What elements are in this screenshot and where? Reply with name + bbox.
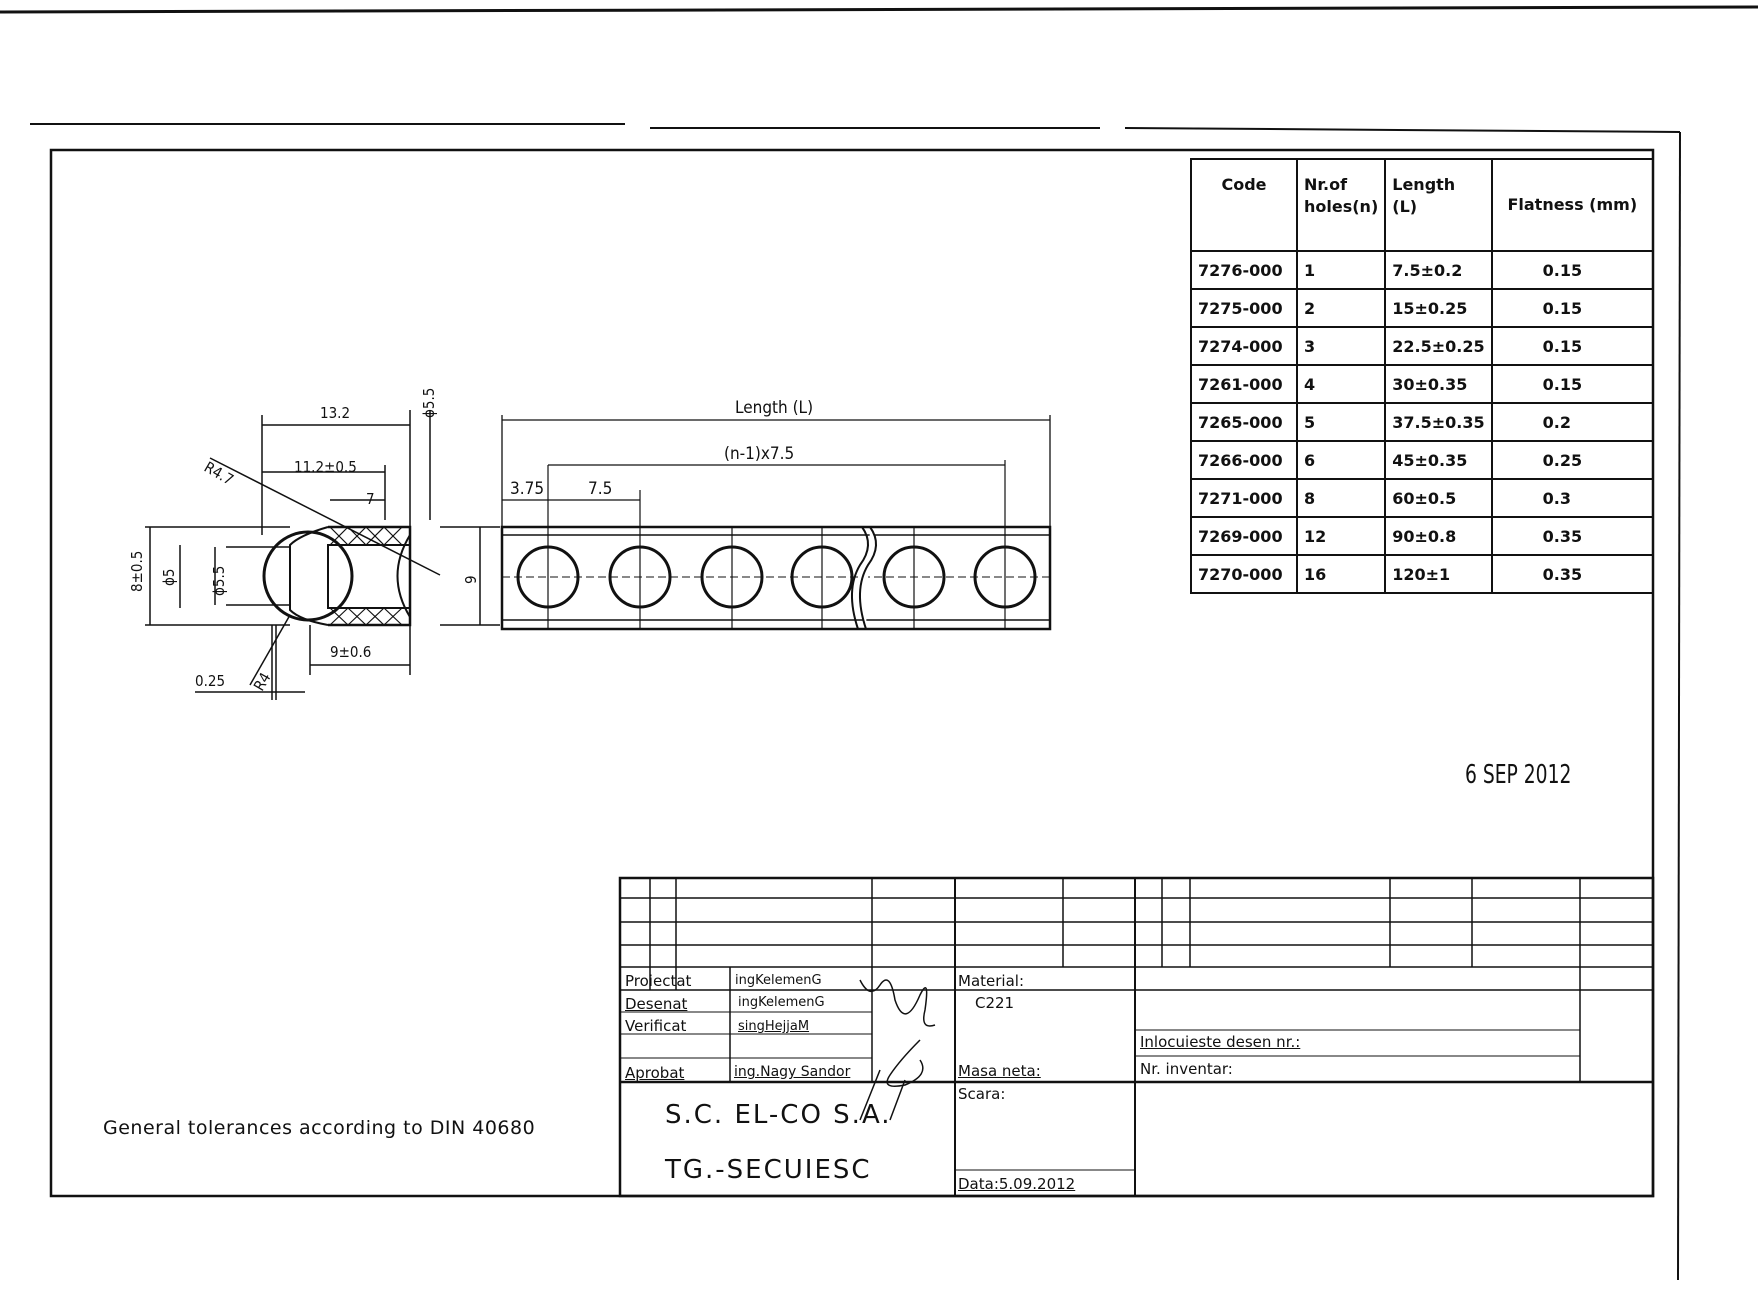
cell-holes: 2 bbox=[1297, 289, 1385, 327]
cell-code: 7265-000 bbox=[1191, 403, 1297, 441]
dim-phi5: ϕ5 bbox=[160, 568, 178, 586]
table-row bbox=[1191, 517, 1653, 555]
scara-label: Scara: bbox=[958, 1085, 1006, 1103]
cell-length: 22.5±0.25 bbox=[1385, 327, 1491, 365]
table-row bbox=[1191, 327, 1653, 365]
table-row bbox=[1191, 365, 1653, 403]
cell-code: 7274-000 bbox=[1191, 327, 1297, 365]
cell-holes: 3 bbox=[1297, 327, 1385, 365]
name-proiectat: ingKelemenG bbox=[735, 973, 822, 988]
dim-3-75: 3.75 bbox=[510, 479, 545, 499]
dim-r4: R4 bbox=[250, 669, 275, 694]
cell-length: 30±0.35 bbox=[1385, 365, 1491, 403]
material-label: Material: bbox=[958, 972, 1024, 990]
dim-11-2: 11.2±0.5 bbox=[294, 458, 357, 476]
cell-flatness: 0.35 bbox=[1492, 517, 1653, 555]
header-holes: Nr.of holes(n) bbox=[1297, 159, 1385, 251]
cell-code: 7261-000 bbox=[1191, 365, 1297, 403]
cell-holes: 6 bbox=[1297, 441, 1385, 479]
role-aprobat: Aprobat bbox=[625, 1064, 685, 1082]
company-name: S.C. EL-CO S.A. bbox=[665, 1100, 892, 1130]
name-verificat: singHejjaM bbox=[738, 1019, 810, 1034]
cell-code: 7266-000 bbox=[1191, 441, 1297, 479]
cell-flatness: 0.15 bbox=[1492, 327, 1653, 365]
cell-holes: 8 bbox=[1297, 479, 1385, 517]
spec-table bbox=[1190, 158, 1654, 594]
table-row bbox=[1191, 479, 1653, 517]
name-desenat: ingKelemenG bbox=[738, 995, 825, 1010]
cell-flatness: 0.25 bbox=[1492, 441, 1653, 479]
dim-8: 8±0.5 bbox=[128, 550, 146, 592]
dim-13-2: 13.2 bbox=[320, 404, 351, 422]
dim-pitch-total: (n-1)x7.5 bbox=[724, 444, 795, 464]
cell-code: 7271-000 bbox=[1191, 479, 1297, 517]
table-row bbox=[1191, 289, 1653, 327]
cell-code: 7275-000 bbox=[1191, 289, 1297, 327]
cell-length: 45±0.35 bbox=[1385, 441, 1491, 479]
date-stamp: 6 SEP 2012 bbox=[1465, 760, 1572, 790]
dim-7-5: 7.5 bbox=[588, 479, 613, 499]
cell-length: 37.5±0.35 bbox=[1385, 403, 1491, 441]
table-row bbox=[1191, 251, 1653, 289]
cell-holes: 12 bbox=[1297, 517, 1385, 555]
role-desenat: Desenat bbox=[625, 995, 688, 1013]
title-block-grid bbox=[620, 878, 1653, 1196]
header-length: Length (L) bbox=[1385, 159, 1491, 251]
cell-flatness: 0.2 bbox=[1492, 403, 1653, 441]
cell-code: 7269-000 bbox=[1191, 517, 1297, 555]
masa-neta-label: Masa neta: bbox=[958, 1062, 1041, 1080]
name-aprobat: ing.Nagy Sandor bbox=[734, 1064, 851, 1080]
cell-flatness: 0.3 bbox=[1492, 479, 1653, 517]
general-tolerances-note: General tolerances according to DIN 40680 bbox=[103, 1117, 536, 1139]
table-row bbox=[1191, 555, 1653, 593]
cell-length: 7.5±0.2 bbox=[1385, 251, 1491, 289]
dim-phi5-5-side: ϕ5.5 bbox=[210, 565, 228, 596]
cell-flatness: 0.15 bbox=[1492, 365, 1653, 403]
company-city: TG.-SECUIESC bbox=[665, 1155, 872, 1185]
inventar-label: Nr. inventar: bbox=[1140, 1060, 1233, 1078]
cell-flatness: 0.15 bbox=[1492, 251, 1653, 289]
role-verificat: Verificat bbox=[625, 1017, 687, 1035]
cell-length: 60±0.5 bbox=[1385, 479, 1491, 517]
dim-9: 9 bbox=[462, 575, 480, 584]
data-label: Data:5.09.2012 bbox=[958, 1175, 1076, 1193]
cell-code: 7276-000 bbox=[1191, 251, 1297, 289]
dim-r4-7: R4.7 bbox=[201, 458, 237, 490]
inlocuieste-label: Inlocuieste desen nr.: bbox=[1140, 1033, 1301, 1051]
cell-holes: 4 bbox=[1297, 365, 1385, 403]
cell-flatness: 0.35 bbox=[1492, 555, 1653, 593]
table-row bbox=[1191, 403, 1653, 441]
cell-length: 15±0.25 bbox=[1385, 289, 1491, 327]
cell-length: 90±0.8 bbox=[1385, 517, 1491, 555]
header-flatness: Flatness (mm) bbox=[1492, 159, 1653, 251]
cell-holes: 5 bbox=[1297, 403, 1385, 441]
spec-table-header bbox=[1191, 159, 1653, 251]
cell-holes: 1 bbox=[1297, 251, 1385, 289]
cell-flatness: 0.15 bbox=[1492, 289, 1653, 327]
header-code: Code bbox=[1191, 159, 1297, 251]
material-value: C221 bbox=[975, 994, 1015, 1012]
role-proiectat: Proiectat bbox=[625, 972, 692, 990]
dim-length: Length (L) bbox=[735, 398, 814, 418]
dim-phi5-5-top: ϕ5.5 bbox=[420, 387, 438, 418]
table-row bbox=[1191, 441, 1653, 479]
cell-holes: 16 bbox=[1297, 555, 1385, 593]
dim-7: 7 bbox=[366, 490, 375, 508]
cell-length: 120±1 bbox=[1385, 555, 1491, 593]
dim-0-25: 0.25 bbox=[195, 672, 226, 690]
dim-9-0-6: 9±0.6 bbox=[330, 643, 372, 661]
cell-code: 7270-000 bbox=[1191, 555, 1297, 593]
side-view bbox=[145, 410, 500, 700]
